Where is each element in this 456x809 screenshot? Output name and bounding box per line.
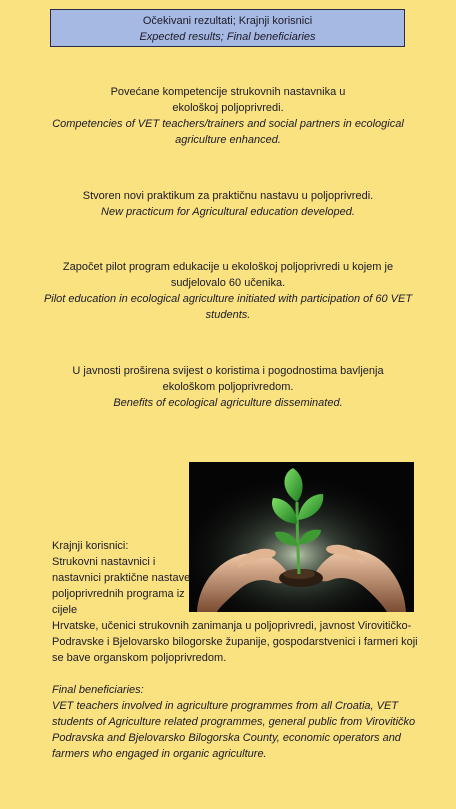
result-en: Pilot education in ecological agriculture initiated with participation of 60 VET students. <box>43 293 413 321</box>
result-hr: Povećane kompetencije strukovnih nastavnika u ekološkoj poljoprivredi. <box>110 86 346 114</box>
result-item-1 <box>40 84 416 148</box>
beneficiaries-section <box>52 538 418 762</box>
result-item-2 <box>40 188 416 220</box>
beneficiaries-label-hr: Krajnji korisnici: <box>52 540 129 552</box>
result-en: New practicum for Agricultural education developed. <box>101 206 355 218</box>
header-title-en: Expected results; Final beneficiaries <box>139 31 316 43</box>
beneficiaries-text-hr-wrapped: Strukovni nastavnici i nastavnici praktične nastave poljoprivrednih programa iz cijele <box>52 556 191 616</box>
result-en: Benefits of ecological agriculture disseminated. <box>113 397 343 409</box>
section-header <box>50 9 405 47</box>
result-hr: Stvoren novi praktikum za praktičnu nastavu u poljoprivredi. <box>82 190 374 202</box>
result-item-3 <box>40 259 416 323</box>
result-en: Competencies of VET teachers/trainers and social partners in ecological agriculture enhanced. <box>52 118 404 146</box>
result-hr: U javnosti proširena svijest o koristima i pogodnostima bavljenja ekološkom poljoprivredom. <box>72 365 384 393</box>
beneficiaries-text-hr: Hrvatske, učenici strukovnih zanimanja u poljoprivredi, javnost Virovitičko-Podravske i Bjelovarsko bilogorske županije, gospodarstvenici i farmeri koji se bave organskom poljoprivredom. <box>52 620 418 664</box>
beneficiaries-text-en: VET teachers involved in agriculture programmes from all Croatia, VET students of Agriculture related programmes, general public from Virovitičko Podravska and Bjelovarsko Bilogorska County, economic operators and farmers who engaged in organic agriculture. <box>52 700 416 760</box>
header-title-hr: Očekivani rezultati; Krajnji korisnici <box>142 15 313 27</box>
beneficiaries-label-en: Final beneficiaries: <box>52 684 144 696</box>
result-hr: Započet pilot program edukacije u ekološkoj poljoprivredi u kojem je sudjelovalo 60 učenika. <box>62 261 394 289</box>
result-item-4 <box>40 363 416 411</box>
